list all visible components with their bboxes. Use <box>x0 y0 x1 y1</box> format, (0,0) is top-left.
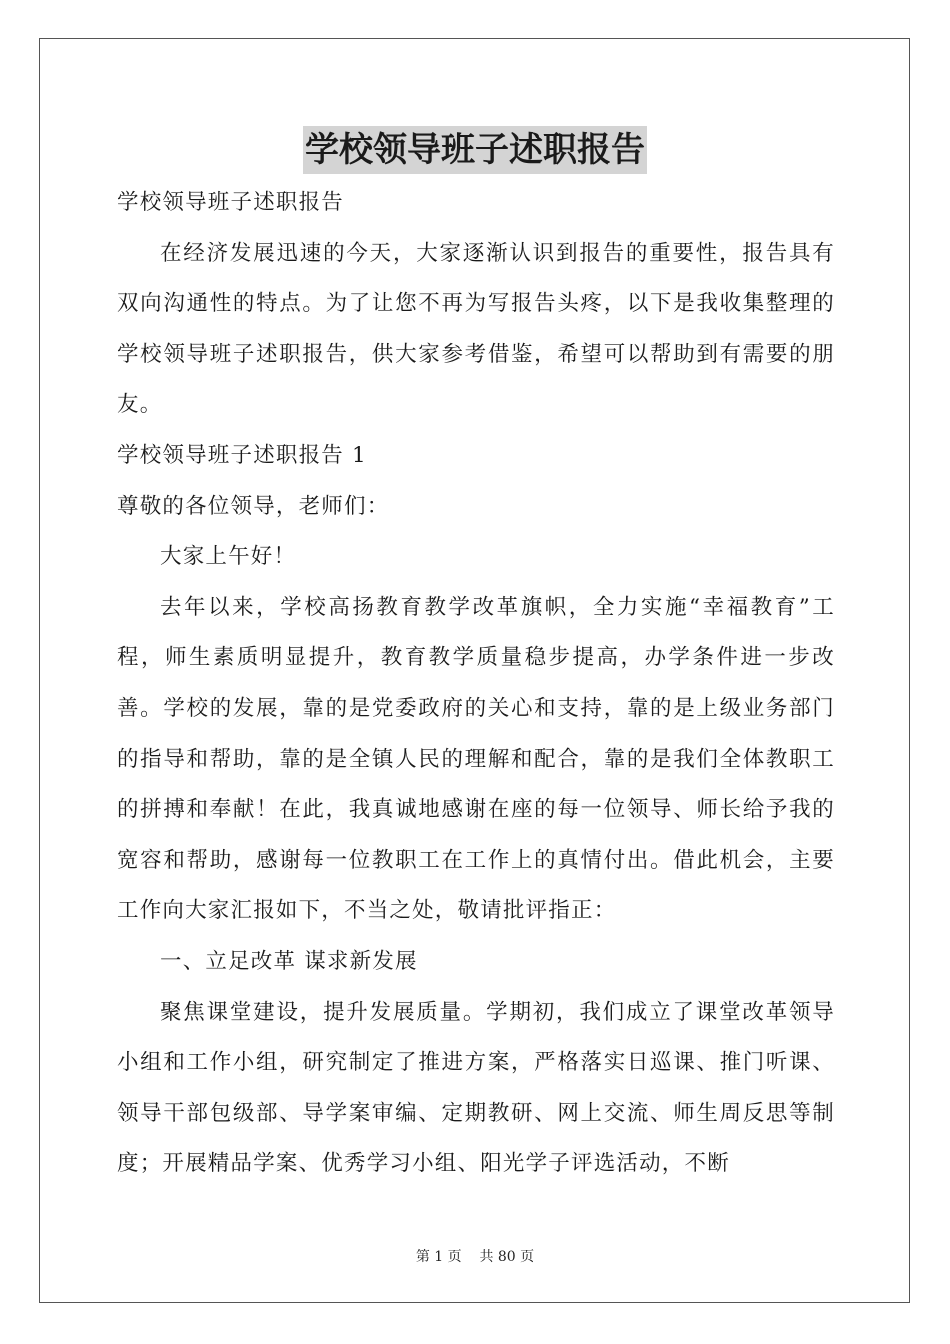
page-total: 共 80 页 <box>479 1249 535 1265</box>
paragraph-body: 聚焦课堂建设，提升发展质量。学期初，我们成立了课堂改革领导小组和工作小组，研究制定了推进方案，严格落实日巡课、推门听课、领导干部包级部、导学案审编、定期教研、网上交流、师生周反思等制度；开展精品学案、优秀学习小组、阳光学子评选活动，不断 <box>117 999 835 1177</box>
paragraph-intro: 在经济发展迅速的今天，大家逐渐认识到报告的重要性，报告具有双向沟通性的特点。为了让您不再为写报告头疼，以下是我收集整理的学校领导班子述职报告，供大家参考借鉴，希望可以帮助到有需要的朋友。 <box>117 240 835 418</box>
paragraph-subtitle: 学校领导班子述职报告 <box>117 190 345 215</box>
document-title: 学校领导班子述职报告 <box>303 126 647 174</box>
title-container <box>0 126 950 174</box>
page-number: 第 1 页 <box>415 1249 462 1265</box>
paragraph-heading-one: 一、立足改革 谋求新发展 <box>160 948 418 974</box>
paragraph-salutation: 尊敬的各位领导，老师们： <box>117 493 390 519</box>
paragraph-greeting: 大家上午好！ <box>160 544 297 570</box>
paragraph-body: 去年以来，学校高扬教育教学改革旗帜，全力实施“幸福教育”工程，师生素质明显提升，教育教学质量稳步提高，办学条件进一步改善。学校的发展，靠的是党委政府的关心和支持，靠的是上级业务部门的指导和帮助，靠的是全镇人民的理解和配合，靠的是我们全体教职工的拼搏和奉献！在此，我真诚地感谢在座的每一位领导、师长给予我的宽容和帮助，感谢每一位教职工在工作上的真情付出。借此机会，主要工作向大家汇报如下，不当之处，敬请批评指正： <box>117 594 835 924</box>
document-body <box>117 178 835 1190</box>
page-footer <box>0 1248 950 1266</box>
paragraph-section-heading: 学校领导班子述职报告 1 <box>117 442 367 468</box>
